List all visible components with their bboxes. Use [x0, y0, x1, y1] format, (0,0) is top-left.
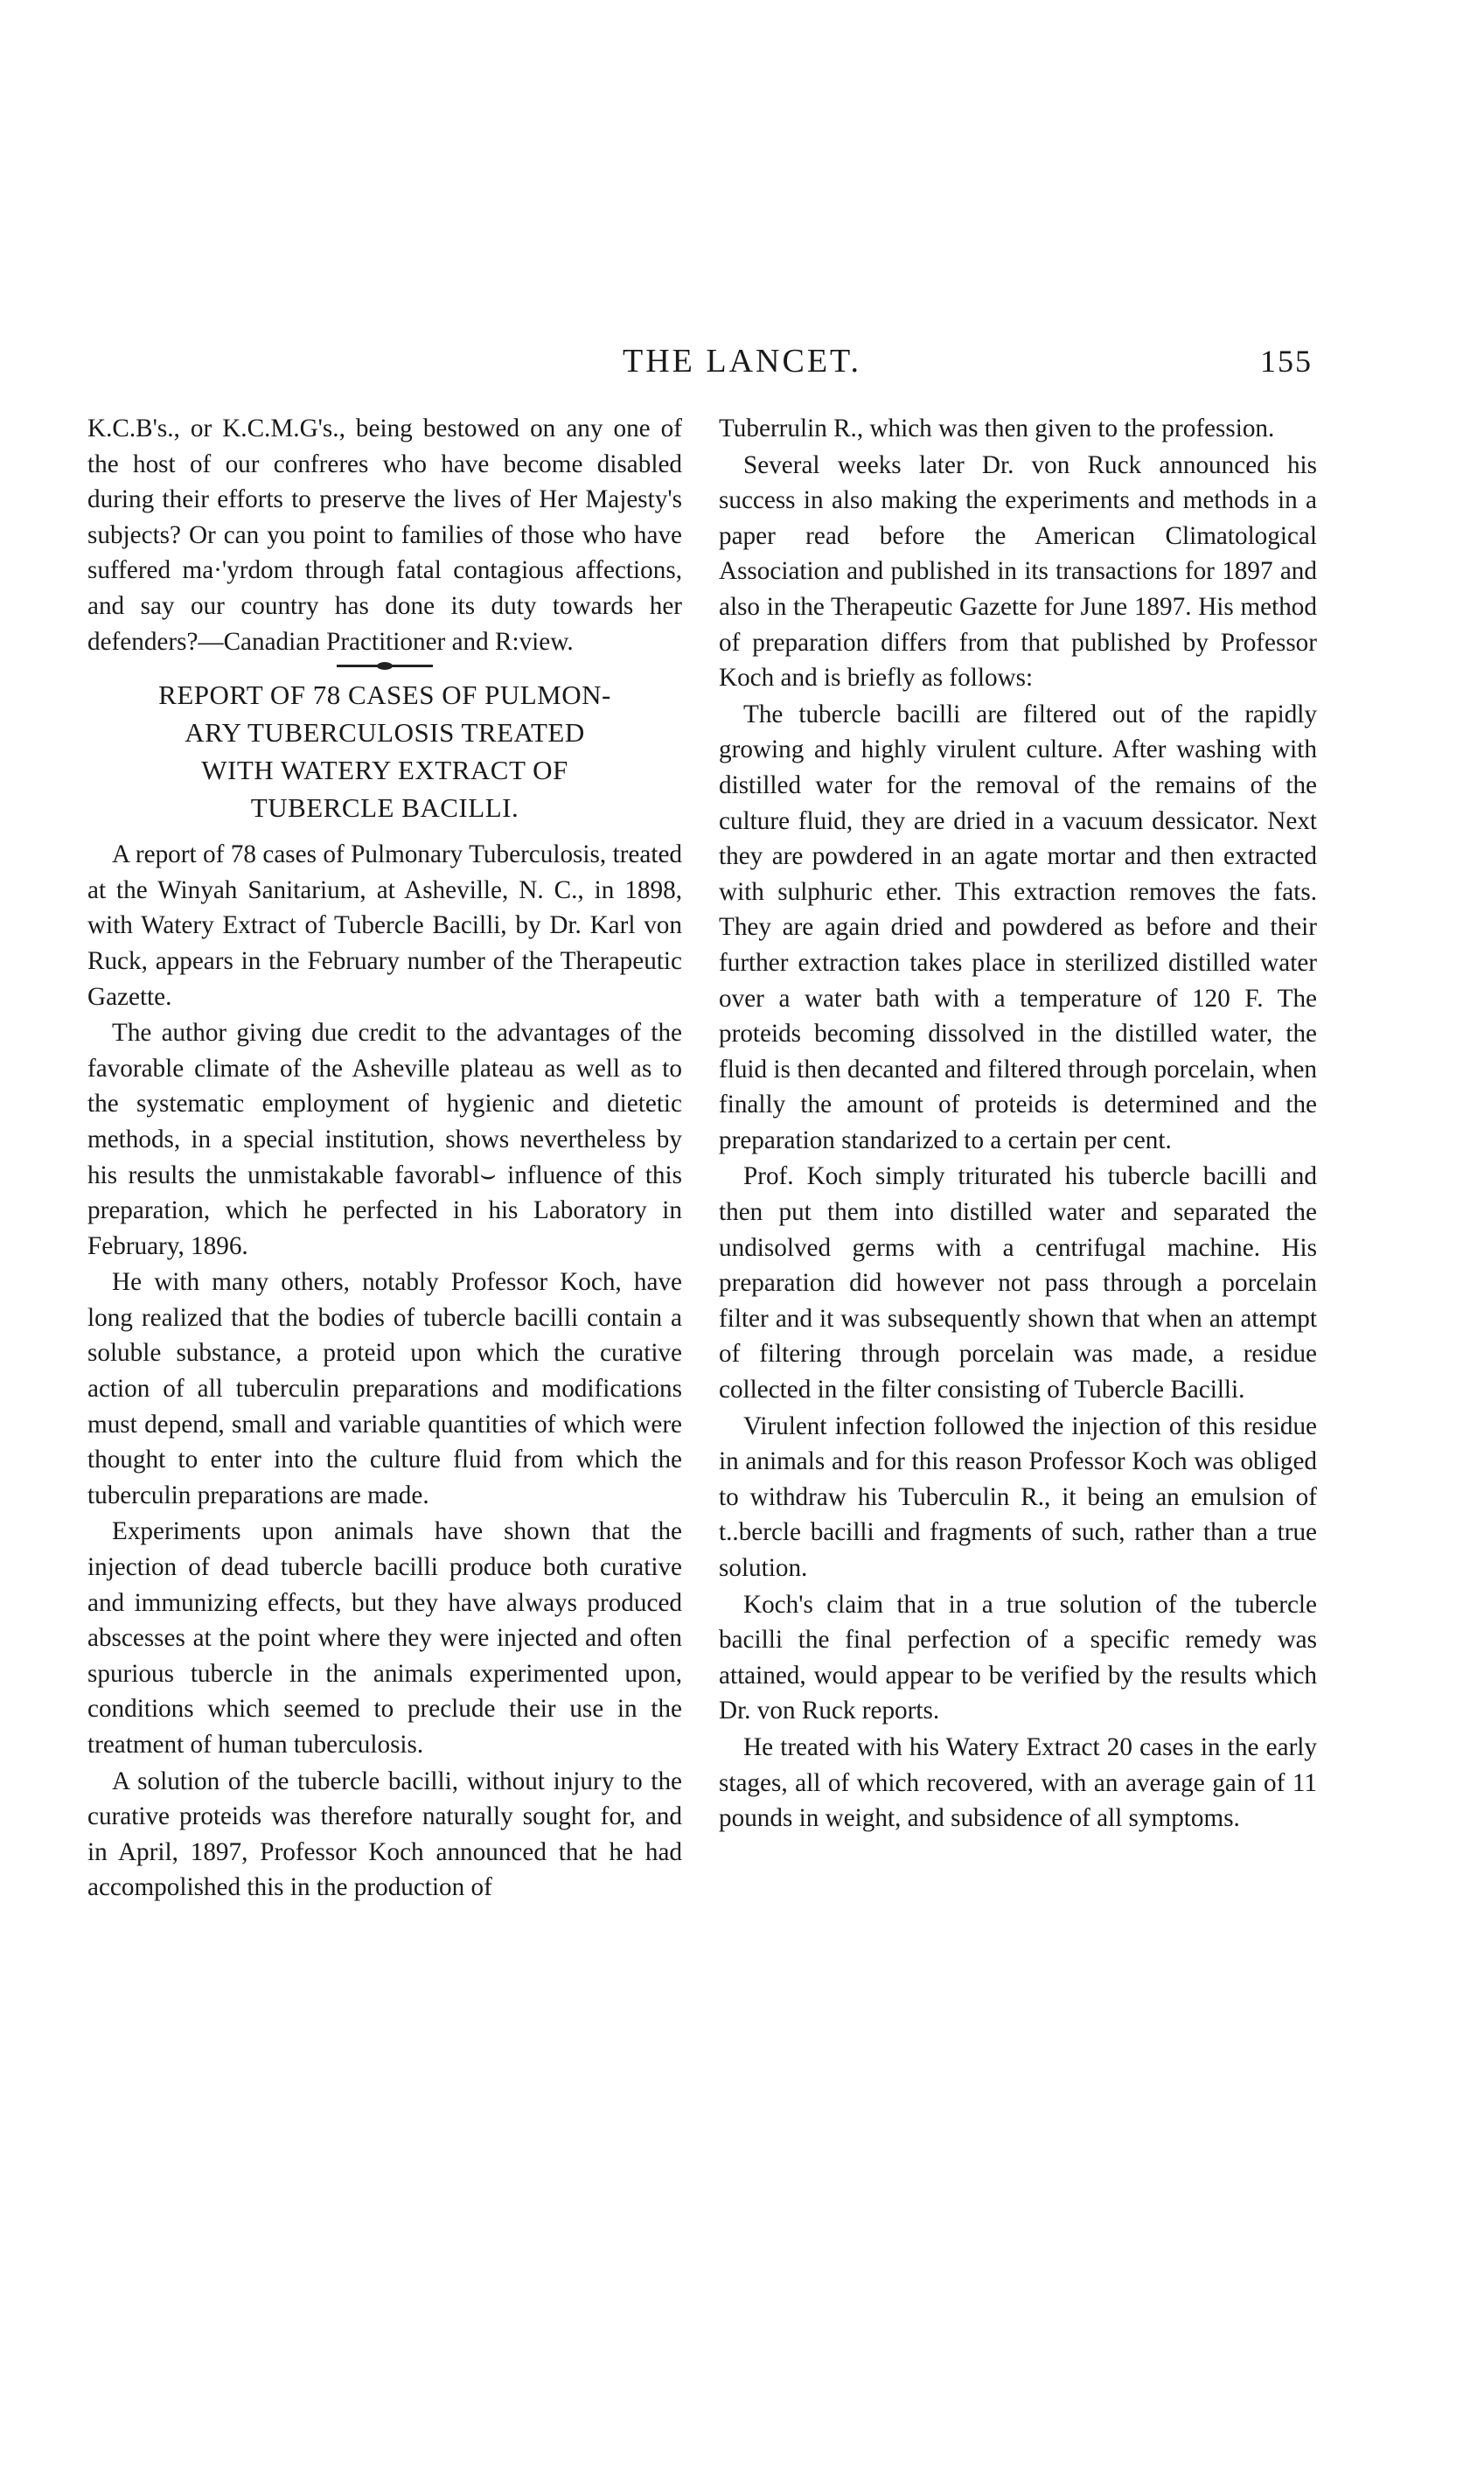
body-paragraph: Several weeks later Dr. von Ruck announced his success in also making the experiments and methods in a paper read before the American Climatological Association and published in its transactions for 1897 and also in the Therapeutic Gazette for June 1897. His method of preparation differs from that published by Professor Koch and is briefly as follows:	[719, 450, 1317, 693]
report-heading-line: TUBERCLE BACILLI.	[250, 792, 519, 824]
body-paragraph: Virulent infection followed the injection of this residue in animals and for this reason Professor Koch was obliged to withdraw his Tuberculin R., it being an emulsion of t..bercle bacilli and fragments of such, rather than a true solution.	[719, 1411, 1317, 1582]
report-heading	[87, 676, 682, 826]
page-number: 155	[1260, 344, 1313, 379]
body-paragraph: Experiments upon animals have shown that the injection of dead tubercle bacilli produce both curative and immunizing effects, but they have always produced abscesses at the point where they were injected and often spurious tubercle in the animals experimented upon, conditions which seemed to preclude their use in the treatment of human tuberculosis.	[87, 1517, 682, 1759]
report-heading-line: WITH WATERY EXTRACT OF	[201, 755, 568, 786]
continuation-paragraph: Tuberrulin R., which was then given to the profession.	[719, 415, 1275, 443]
body-paragraph: Koch's claim that in a true solution of the tubercle bacilli the final perfection of a specific remedy was attained, would appear to be verified by the results which Dr. von Ruck reports.	[719, 1590, 1317, 1725]
right-column	[719, 411, 1317, 1837]
left-column	[87, 411, 682, 1906]
report-heading-line: ARY TUBERCULOSIS TREATED	[185, 717, 585, 749]
body-paragraph: He with many others, notably Professor Koch, have long realized that the bodies of tubercle bacilli contain a soluble substance, a proteid upon which the curative action of all tuberculin preparations and modifications must depend, small and variable quantities of which were thought to enter into the culture fluid from which the tuberculin preparations are made.	[87, 1268, 682, 1509]
journal-title: THE LANCET.	[623, 343, 861, 380]
body-paragraph: A solution of the tubercle bacilli, without injury to the curative proteids was therefore naturally sought for, and in April, 1897, Professor Koch announced that he had accompolished this in the production of	[87, 1767, 682, 1902]
page-header	[0, 339, 1484, 383]
body-paragraph: The tubercle bacilli are filtered out of the rapidly growing and highly virulent culture. After washing with distilled water for the removal of the remains of the culture fluid, they are dried in a vacuum dessicator. Next they are powdered in an agate mortar and then extracted with sulphuric ether. This extraction removes the fats. They are again dried and powdered as before and their further extraction takes place in sterilized distilled water over a water bath with a temperature of 120 F. The proteids becoming dissolved in the distilled water, the fluid is then decanted and filtered through porcelain, when finally the amount of proteids is determined and the preparation standarized to a certain per cent.	[719, 700, 1317, 1154]
section-divider	[337, 665, 433, 667]
continuation-paragraph: K.C.B's., or K.C.M.G's., being bestowed on any one of the host of our confreres who have become disabled during their efforts to preserve the lives of Her Majesty's subjects? Or can you point to families of those who have suffered ma·'yrdom through fatal contagious affections, and say our country has done its duty towards her defenders?—Canadian Practitioner and R:view.	[87, 415, 682, 656]
report-heading-line: REPORT OF 78 CASES OF PULMON-	[158, 679, 611, 711]
body-paragraph: The author giving due credit to the advantages of the favorable climate of the Asheville plateau as well as to the systematic employment of hygienic and dietetic methods, in a special institution, shows nevertheless by his results the unmistakable favorabl⌣ influence of this preparation, which he perfected in his Laboratory in February, 1896.	[87, 1019, 682, 1260]
body-paragraph: A report of 78 cases of Pulmonary Tuberculosis, treated at the Winyah Sanitarium, at Asheville, N. C., in 1898, with Watery Extract of Tubercle Bacilli, by Dr. Karl von Ruck, appears in the February number of the Therapeutic Gazette.	[87, 840, 682, 1011]
body-paragraph: He treated with his Watery Extract 20 cases in the early stages, all of which recovered, with an average gain of 11 pounds in weight, and subsidence of all symptoms.	[719, 1732, 1317, 1833]
body-paragraph: Prof. Koch simply triturated his tubercle bacilli and then put them into distilled water and separated the undisolved germs with a centrifugal machine. His preparation did however not pass through a porcelain filter and it was subsequently shown that when an attempt of filtering through porcelain was made, a residue collected in the filter consisting of Tubercle Bacilli.	[719, 1162, 1317, 1404]
